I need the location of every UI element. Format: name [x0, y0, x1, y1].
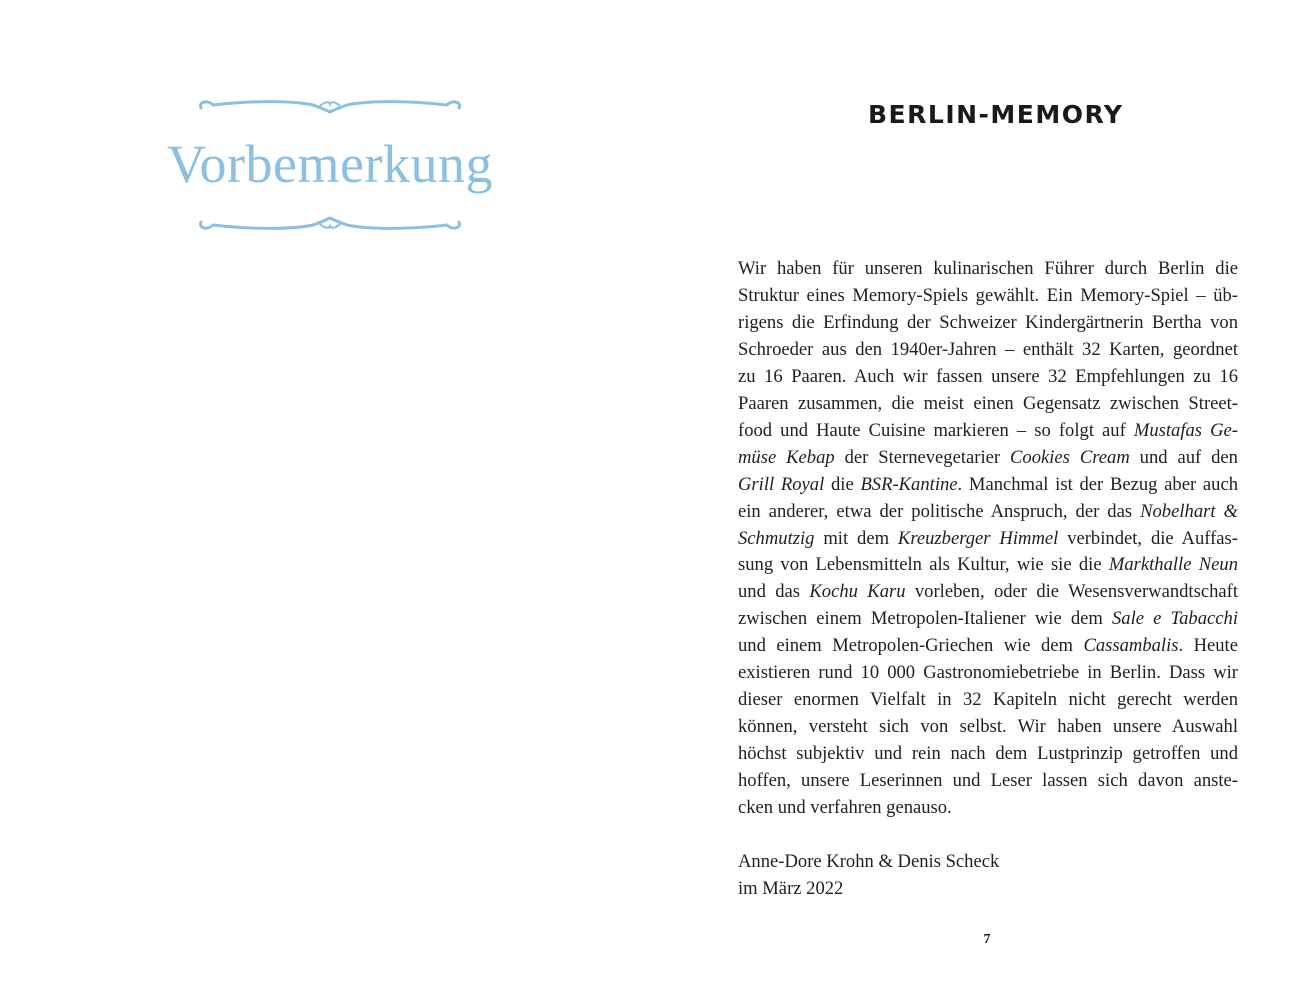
italic-run: Cookies Cream [1010, 446, 1130, 468]
italic-run: Grill Royal [738, 473, 825, 495]
body-line [738, 795, 1238, 822]
text-run: Struktur eines Memory-Spiels gewählt. Ein Memory-Spiel – üb- [738, 284, 1238, 306]
italic-run: Kreuzberger Himmel [897, 527, 1059, 549]
body-line [738, 714, 1238, 741]
text-run: verbindet, die Auffas- [1058, 527, 1238, 549]
ornament-bottom [195, 214, 465, 234]
body-line [738, 445, 1238, 472]
body-paragraph [738, 256, 1238, 822]
italic-run: Cassambalis [1083, 635, 1179, 657]
text-run: mit dem [814, 527, 898, 549]
text-run: und auf den [1129, 446, 1238, 468]
text-run: food und Haute Cuisine markieren – so folgt auf [738, 419, 1134, 441]
body-line [738, 552, 1238, 579]
text-run: hoffen, unsere Leserinnen und Leser lassen sich davon anste- [738, 770, 1238, 792]
text-run: Schroeder aus den 1940er-Jahren – enthält 32 Karten, geordnet [738, 338, 1238, 360]
text-run: vorleben, oder die Wesensverwandtschaft [905, 581, 1238, 603]
text-run: höchst subjektiv und rein nach dem Lustprinzip getroffen und [738, 743, 1238, 765]
text-run: . Heute [1178, 635, 1238, 657]
body-line [738, 256, 1238, 283]
body-line [738, 579, 1238, 606]
text-run: zwischen einem Metropolen-Italiener wie dem [738, 608, 1112, 630]
text-run: sung von Lebensmitteln als Kultur, wie sie die [738, 554, 1109, 576]
text-run: cken und verfahren genauso. [738, 797, 952, 819]
text-run: und das [738, 581, 810, 603]
italic-run: Sale e Tabacchi [1111, 608, 1238, 630]
body-line [738, 633, 1238, 660]
text-run: die [824, 473, 861, 495]
signature-authors: Anne-Dore Krohn & Denis Scheck [738, 851, 1000, 872]
text-run: der Sternevegetarier [834, 446, 1010, 468]
italic-run: BSR-Kantine [860, 473, 958, 495]
body-line [738, 741, 1238, 768]
text-run: rigens die Erfindung der Schweizer Kindergärtnerin Bertha von [738, 311, 1238, 333]
book-title: BERLIN-MEMORY [868, 100, 1124, 129]
flourish-ornament-icon [195, 214, 465, 234]
body-line [738, 660, 1238, 687]
body-line [738, 472, 1238, 499]
italic-run: Nobelhart & [1140, 500, 1239, 522]
body-line [738, 391, 1238, 418]
body-line [738, 526, 1238, 553]
text-run: ein anderer, etwa der politische Anspruch, der das [738, 500, 1141, 522]
signature-date: im März 2022 [738, 878, 844, 899]
body-line [738, 283, 1238, 310]
text-run: dieser enormen Vielfalt in 32 Kapiteln nicht gerecht werden [738, 689, 1238, 711]
body-line [738, 418, 1238, 445]
page-number: 7 [983, 932, 991, 947]
italic-run: müse Kebap [738, 446, 835, 468]
signature [738, 848, 999, 902]
body-line [738, 768, 1238, 795]
text-run: und einem Metropolen-Griechen wie dem [738, 635, 1084, 657]
body-line [738, 364, 1238, 391]
text-run: Paaren zusammen, die meist einen Gegensatz zwischen Street- [738, 392, 1238, 414]
text-run: existieren rund 10 000 Gastronomiebetriebe in Berlin. Dass wir [738, 662, 1238, 684]
chapter-title: Vorbemerkung [167, 134, 493, 194]
ornament-top [195, 96, 465, 116]
body-line [738, 310, 1238, 337]
italic-run: Kochu Karu [809, 581, 906, 603]
italic-run: Markthalle Neun [1108, 554, 1238, 576]
body-line [738, 499, 1238, 526]
italic-run: Mustafas Ge- [1133, 419, 1238, 441]
text-run: können, versteht sich von selbst. Wir haben unsere Auswahl [738, 716, 1238, 738]
italic-run: Schmutzig [738, 527, 815, 549]
body-line [738, 606, 1238, 633]
body-line [738, 687, 1238, 714]
text-run: Wir haben für unseren kulinarischen Führer durch Berlin die [738, 258, 1238, 279]
body-line [738, 337, 1238, 364]
text-run: zu 16 Paaren. Auch wir fassen unsere 32 Empfehlungen zu 16 [738, 365, 1238, 387]
text-run: . Manchmal ist der Bezug aber auch [957, 473, 1238, 495]
flourish-ornament-icon [195, 96, 465, 116]
